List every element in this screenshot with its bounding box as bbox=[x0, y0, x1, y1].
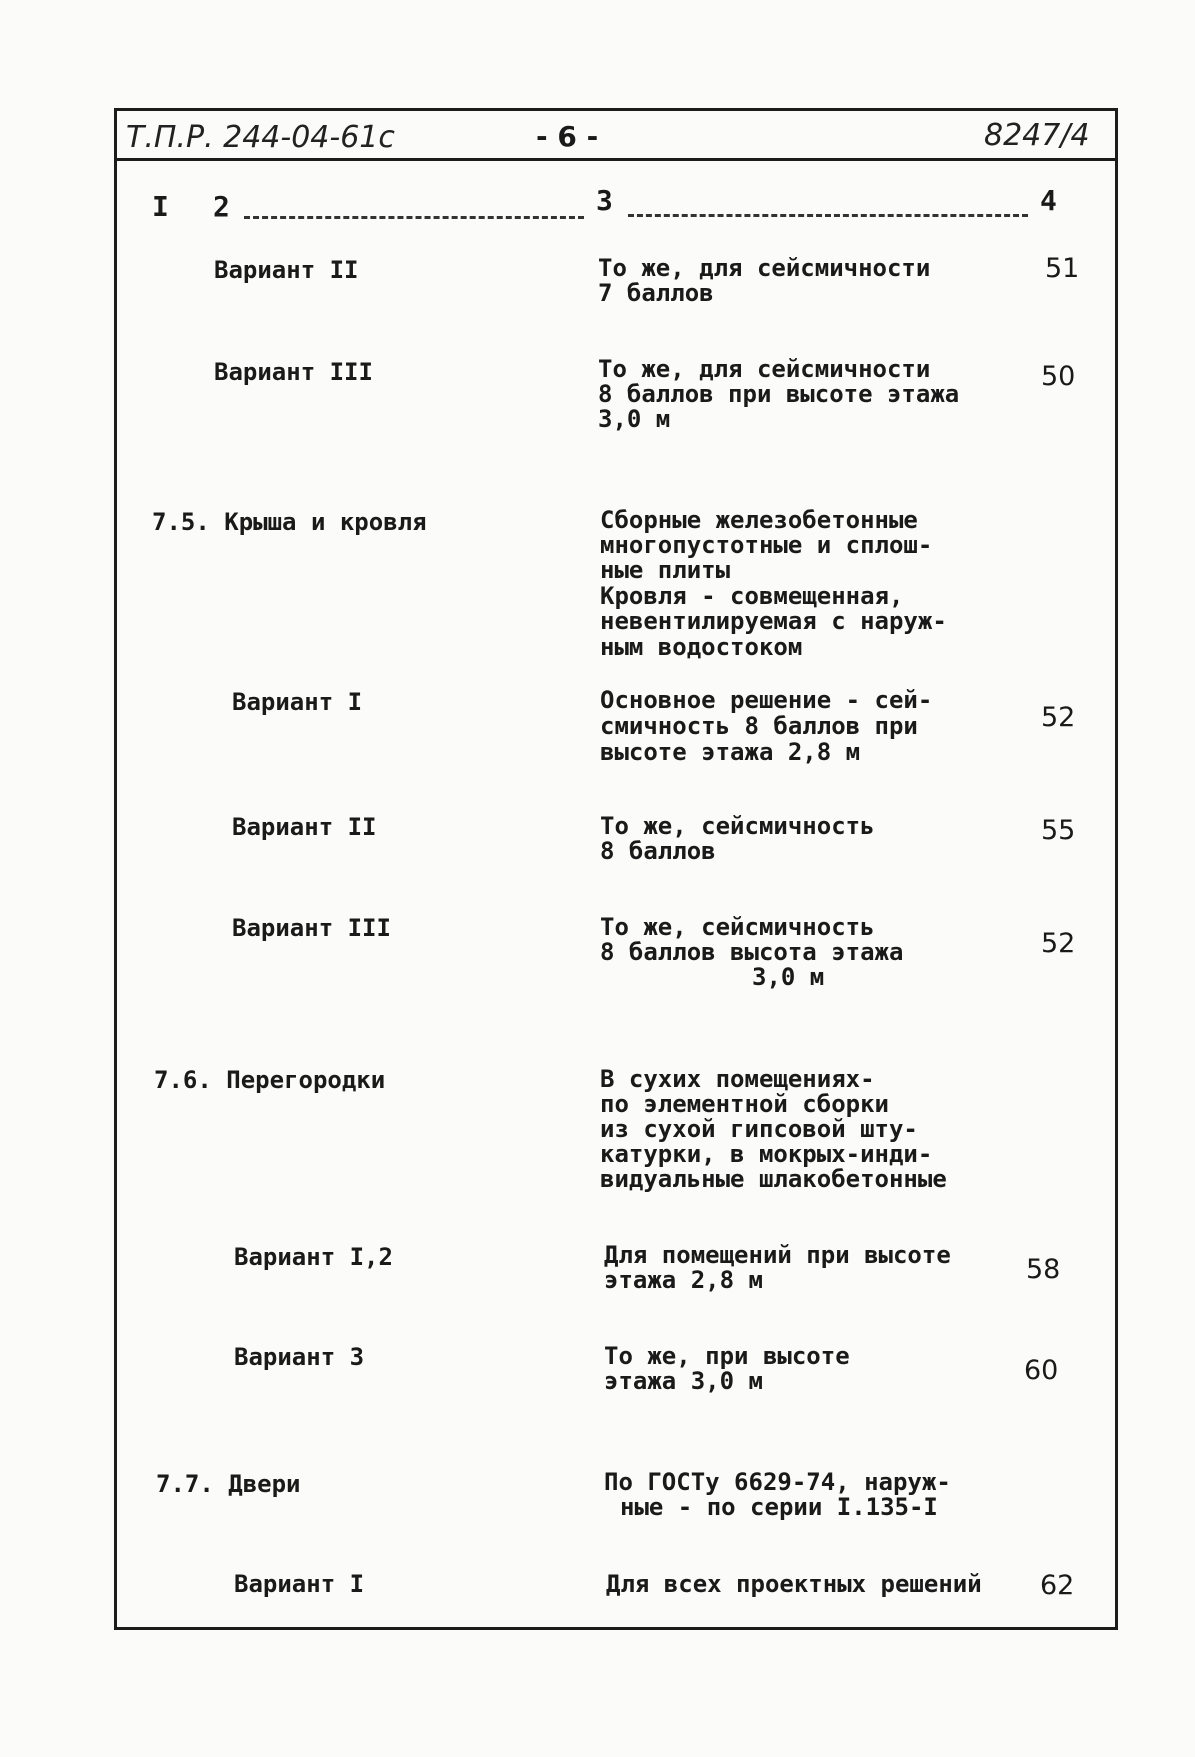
row-page: 52 bbox=[1041, 702, 1076, 733]
row-desc-line: катурки, в мокрых-инди- bbox=[600, 1140, 933, 1168]
column-4-number: 4 bbox=[1040, 184, 1057, 217]
row-desc-line: по элементной сборки bbox=[600, 1090, 889, 1118]
row-label: Вариант I bbox=[232, 688, 363, 716]
header-divider bbox=[114, 158, 1118, 161]
row-page: 55 bbox=[1041, 815, 1076, 846]
row-desc-line: В сухих помещениях- bbox=[600, 1065, 875, 1093]
row-desc-line: Для всех проектных решений bbox=[606, 1570, 982, 1598]
row-desc-line: 8 баллов при высоте этажа bbox=[598, 380, 960, 408]
row-desc-line: Кровля - совмещенная, bbox=[600, 582, 904, 610]
document-frame bbox=[114, 108, 1118, 1630]
row-desc-line: из сухой гипсовой шту- bbox=[600, 1115, 918, 1143]
row-page: 51 bbox=[1045, 253, 1080, 284]
row-desc-line: ным водостоком bbox=[600, 633, 803, 661]
row-page: 52 bbox=[1041, 928, 1076, 959]
row-desc-line: этажа 2,8 м bbox=[604, 1266, 763, 1294]
row-desc-line: То же, для сейсмичности bbox=[598, 355, 931, 383]
section-label: 7.6. Перегородки bbox=[154, 1066, 386, 1094]
page-mark: - 6 - bbox=[536, 120, 599, 153]
row-page: 58 bbox=[1026, 1254, 1061, 1285]
row-desc-line: 8 баллов высота этажа bbox=[600, 938, 904, 966]
column-2-number: 2 bbox=[213, 190, 230, 223]
column-3-number: 3 bbox=[596, 184, 613, 217]
row-label: Вариант III bbox=[214, 358, 373, 386]
row-desc-line: То же, при высоте bbox=[604, 1342, 850, 1370]
row-page: 62 bbox=[1040, 1570, 1075, 1601]
row-desc-line: Для помещений при высоте bbox=[604, 1241, 951, 1269]
row-desc-line: 3,0 м bbox=[598, 405, 671, 433]
row-page: 50 bbox=[1041, 361, 1076, 392]
column-1-number: I bbox=[152, 190, 169, 223]
row-desc-line: ные плиты bbox=[600, 556, 731, 584]
row-label: Вариант III bbox=[232, 914, 391, 942]
row-label: Вариант I bbox=[234, 1570, 365, 1598]
row-label: Вариант I,2 bbox=[234, 1243, 393, 1271]
row-desc-line: невентилируемая с наруж- bbox=[600, 607, 947, 635]
row-desc-line: смичность 8 баллов при bbox=[600, 712, 918, 740]
row-desc-line: 3,0 м bbox=[752, 963, 825, 991]
row-page: 60 bbox=[1024, 1355, 1059, 1386]
column-dashes-right bbox=[628, 214, 1028, 217]
row-desc-line: 7 баллов bbox=[598, 279, 714, 307]
row-desc-line: этажа 3,0 м bbox=[604, 1367, 763, 1395]
row-desc-line: По ГОСТу 6629-74, наруж- bbox=[604, 1468, 951, 1496]
section-label: 7.5. Крыша и кровля bbox=[152, 508, 427, 536]
row-desc-line: То же, сейсмичность bbox=[600, 812, 875, 840]
doc-code: Т.П.Р. 244-04-61с bbox=[126, 120, 395, 155]
row-label: Вариант 3 bbox=[234, 1343, 365, 1371]
archive-number: 8247/4 bbox=[984, 118, 1090, 153]
column-dashes-left bbox=[244, 216, 584, 219]
row-desc-line: Сборные железобетонные bbox=[600, 506, 918, 534]
row-desc-line: высоте этажа 2,8 м bbox=[600, 738, 861, 766]
row-desc-line: То же, для сейсмичности bbox=[598, 254, 931, 282]
row-label: Вариант II bbox=[214, 256, 359, 284]
row-desc-line: видуальные шлакобетонные bbox=[600, 1165, 947, 1193]
row-desc-line: 8 баллов bbox=[600, 837, 716, 865]
row-desc-line: многопустотные и сплош- bbox=[600, 531, 933, 559]
row-desc-line: ные - по серии I.135-I bbox=[620, 1493, 938, 1521]
row-label: Вариант II bbox=[232, 813, 377, 841]
row-desc-line: То же, сейсмичность bbox=[600, 913, 875, 941]
section-label: 7.7. Двери bbox=[156, 1470, 301, 1498]
row-desc-line: Основное решение - сей- bbox=[600, 686, 933, 714]
